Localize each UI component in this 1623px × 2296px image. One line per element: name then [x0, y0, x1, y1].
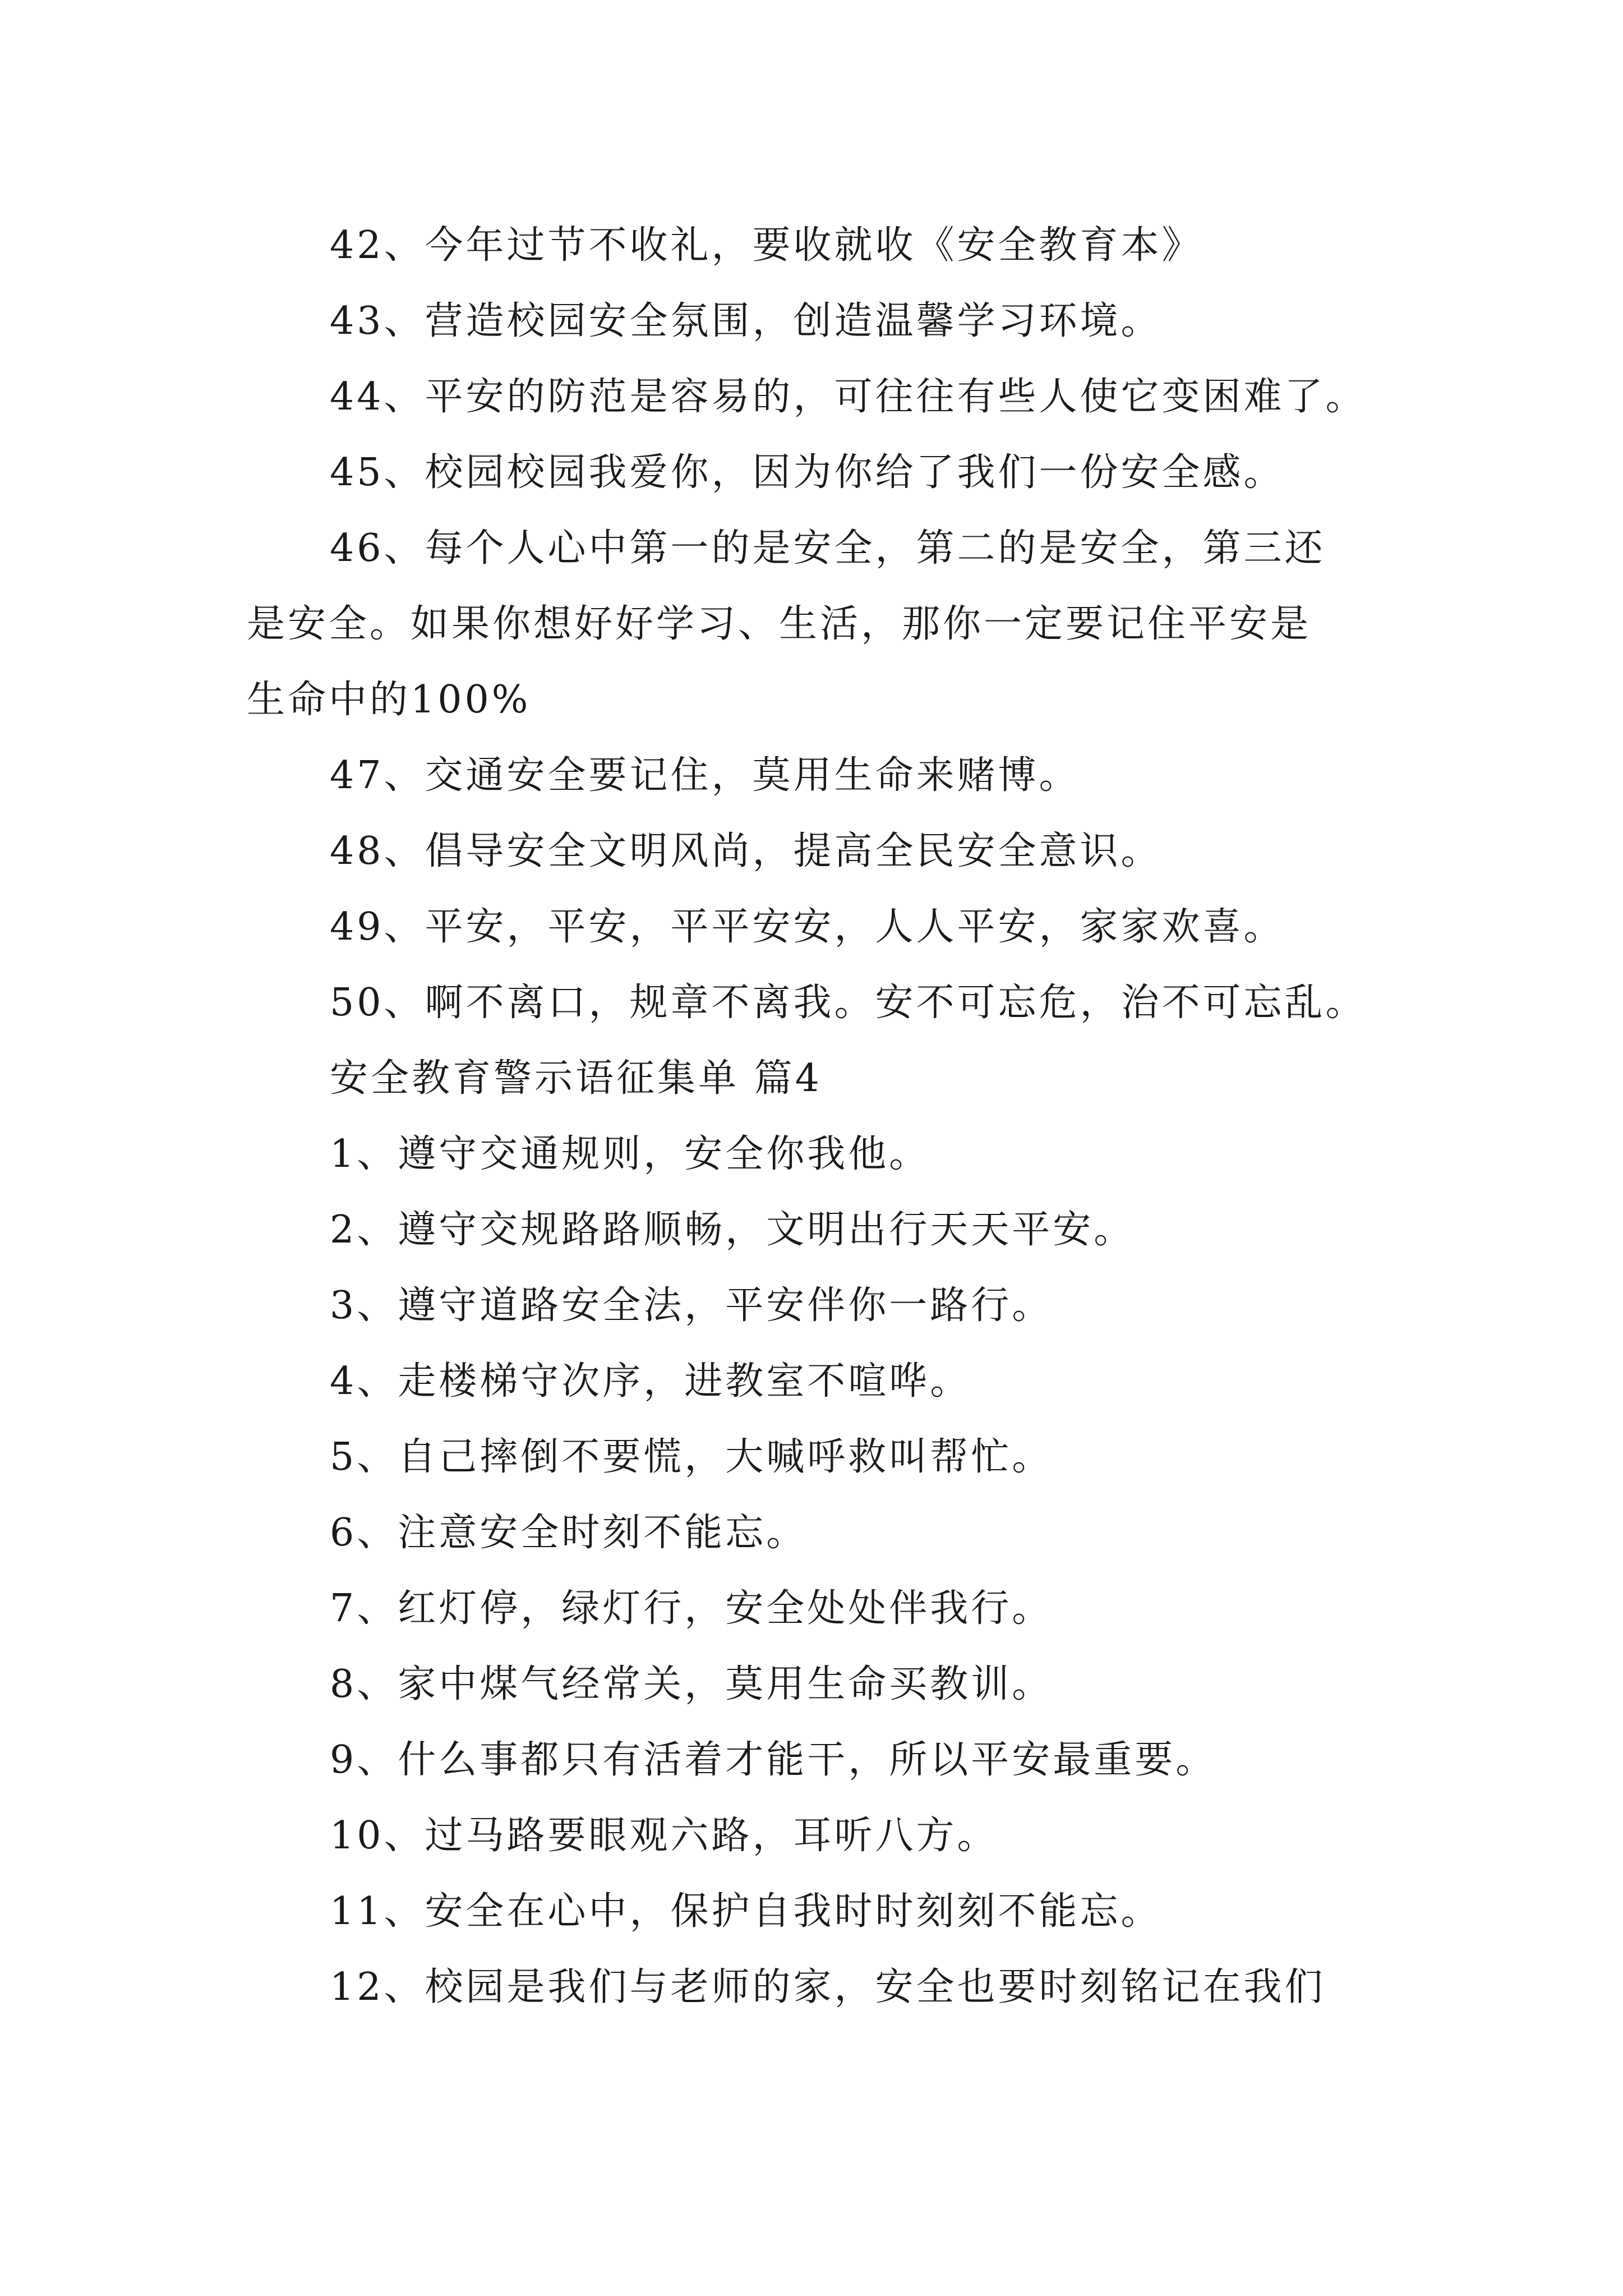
list-item-3: 3、遵守道路安全法，平安伴你一路行。 — [330, 1283, 1053, 1328]
list-item-50: 50、啊不离口，规章不离我。安不可忘危，治不可忘乱。 — [330, 981, 1367, 1025]
list-item-42: 42、今年过节不收礼，要收就收《安全教育本》 — [330, 223, 1203, 268]
list-item-7: 7、红灯停，绿灯行，安全处处伴我行。 — [330, 1586, 1053, 1631]
list-item-44: 44、平安的防范是容易的，可往往有些人使它变困难了。 — [330, 375, 1367, 419]
list-item-46: 46、每个人心中第一的是安全，第二的是安全，第三还 — [330, 526, 1326, 570]
list-item-46-continued: 是安全。如果你想好好学习、生活，那你一定要记住平安是 — [247, 602, 1312, 646]
section-heading: 安全教育警示语征集单 篇4 — [330, 1056, 822, 1101]
list-item-4: 4、走楼梯守次序，进教室不喧哗。 — [330, 1359, 971, 1404]
list-item-49: 49、平安，平安，平平安安，人人平安，家家欢喜。 — [330, 905, 1285, 949]
list-item-8: 8、家中煤气经常关，莫用生命买教训。 — [330, 1662, 1053, 1706]
list-item-6: 6、注意安全时刻不能忘。 — [330, 1511, 808, 1555]
list-item-43: 43、营造校园安全氛围，创造温馨学习环境。 — [330, 299, 1162, 343]
list-item-47: 47、交通安全要记住，莫用生命来赌博。 — [330, 753, 1080, 798]
list-item-5: 5、自己摔倒不要慌，大喊呼救叫帮忙。 — [330, 1435, 1053, 1479]
list-item-48: 48、倡导安全文明风尚，提高全民安全意识。 — [330, 829, 1162, 873]
list-item-2: 2、遵守交规路路顺畅，文明出行天天平安。 — [330, 1208, 1135, 1252]
list-item-46-continued-end: 生命中的100% — [247, 678, 531, 722]
list-item-10: 10、过马路要眼观六路，耳听八方。 — [330, 1814, 998, 1858]
list-item-11: 11、安全在心中，保护自我时时刻刻不能忘。 — [330, 1889, 1162, 1934]
list-item-12: 12、校园是我们与老师的家，安全也要时刻铭记在我们 — [330, 1965, 1326, 2009]
document-body — [247, 208, 1391, 2025]
list-item-9: 9、什么事都只有活着才能干，所以平安最重要。 — [330, 1738, 1217, 1782]
list-item-1: 1、遵守交通规则，安全你我他。 — [330, 1132, 930, 1176]
list-item-45: 45、校园校园我爱你，因为你给了我们一份安全感。 — [330, 450, 1285, 495]
